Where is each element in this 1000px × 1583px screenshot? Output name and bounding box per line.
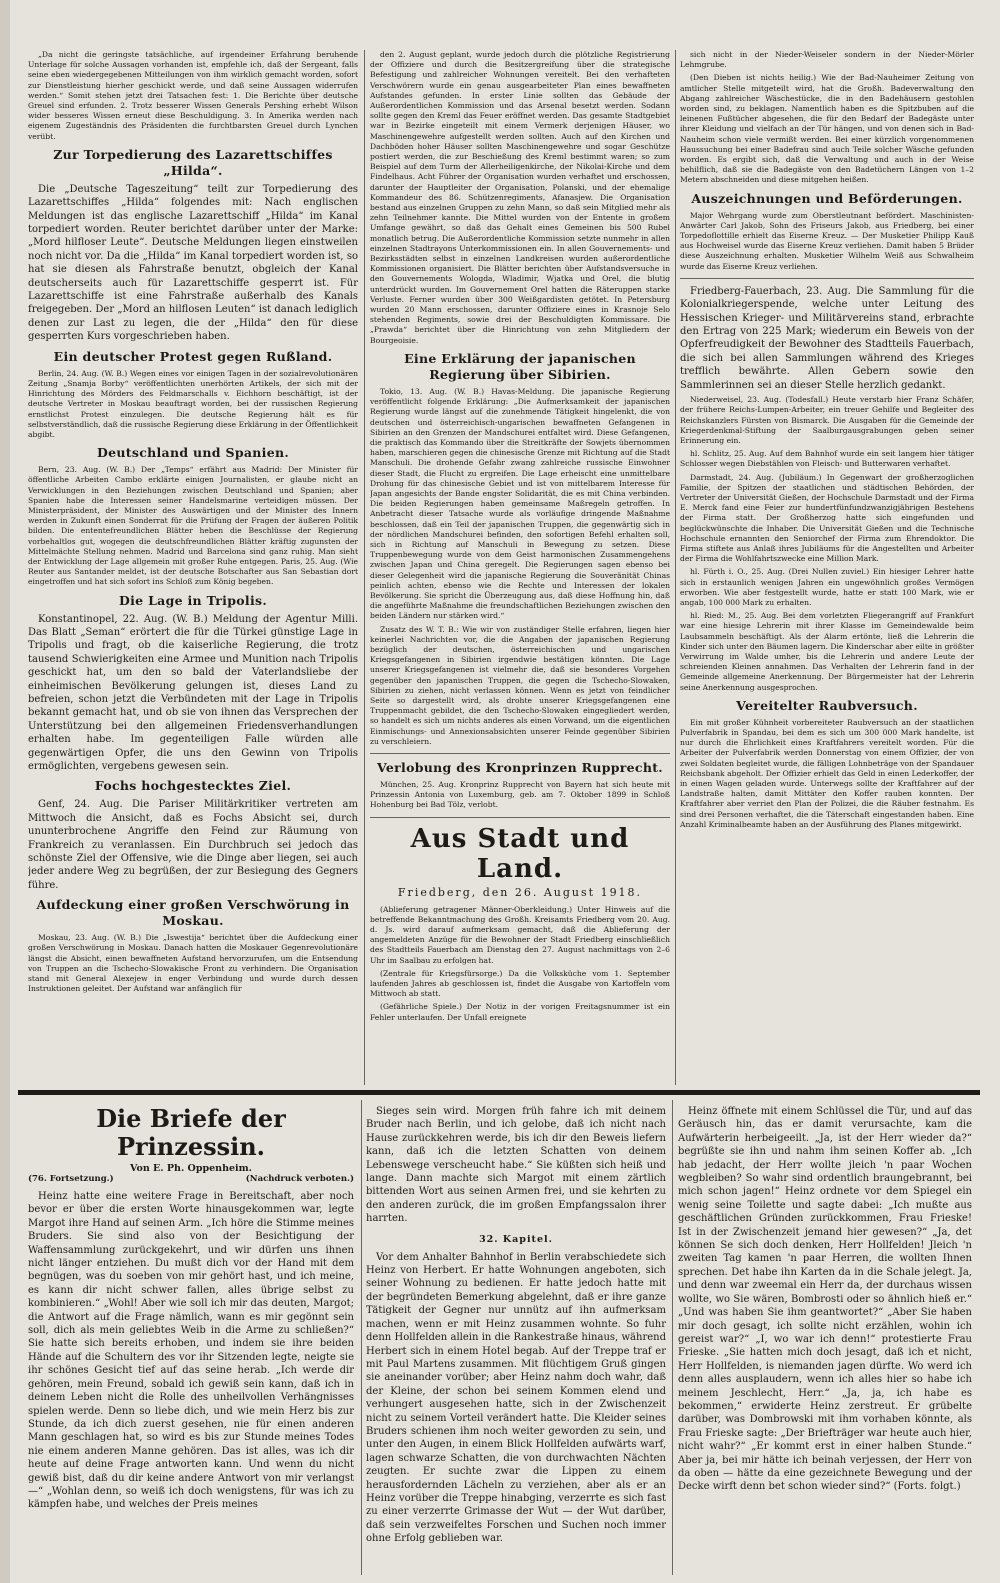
article-foch: Genf, 24. Aug. Die Pariser Militärkritiker vertreten am Mittwoch die Ansicht, daß es Fochs Absicht sei, durch ununterbrochene Angriffe den Feind zur Räumung von Frankreich zu veranlassen. Ein Durchbruch sei jedoch das schönste Ziel der Offensive, wie die Dinge aber liegen, sei auch jeder andere Weg zu begrüßen, der zur Besiegung des Gegners führe. <box>28 799 358 891</box>
article-moscow-cont: den 2. August geplant, wurde jedoch durch die plötzliche Registrierung der Offiziere und durch die Besitzergreifung über die strategische Befestigung und zahlreicher Wohnungen vereitelt. Bei den verhafteten Verschwörern wurde ein genau ausgearbeiteter Plan eines bewaffneten Aufstandes gefunden. In erster Linie sollten das Gebäude der Außerordentlichen Kommission und das Arsenal besetzt werden. Sodann sollte gegen den Kreml das Feuer eröffnet werden. Das gesamte Stadtgebiet war in Bezirke eingeteilt mit einem Vermerk derjenigen Häuser, wo Maschinengewehre aufgestellt werden sollten. Auch auf den Kirchen und Dachböden hoher Häuser sollten Maschinengewehre und sogar Geschütze postiert werden, die zur Beschießung des Kreml bestimmt waren; so zum Beispiel auf dem Turm der Allerheiligenkirche, der Nikolai-Kirche und dem Findelhaus. Acht Führer der Organisation wurden verhaftet und erschossen, darunter der Hauptleiter der Organisation, Polanski, und der ehemalige Kommandeur des 86. Schützenregiments, Afanasjew. Die Organisation bestand aus einzelnen Gruppen zu zehn Mann, so daß sein Mitglied mehr als zehn Teilnehmer kannte. Die Mittel wurden von der Entente in großem Umfange gewährt, so daß das Gehalt eines Gemeinen bis 500 Rubel monatlich betrug. Die Außerordentliche Kommission setzte nunmehr in allen einzelnen Stadtrayons Unterkommissionen ein. In allen Gouvernements- und Bezirksstädten selbst in einzelnen Landkreisen wurden außerordentliche Kommissionen organisiert. Die Blätter berichten über Aufstandsversuche in den Gouvernements Wologda, Wladimir, Wjatka und Orel, die blutig unterdrückt wurden. Im Gouvernement Orel hatten die Räteruppen starke Verluste. Ferner wurden über 300 Weißgardisten getötet. In Petersburg wurden 20 Mann erschossen, darunter Offiziere eines in Krasnoje Selo stehenden Regiments, sowie drei der Beschuldigten Kommissare. Die „Prawda“ berichtet über die Hinrichtung von zehn Mitgliedern der Bourgeoisie. <box>370 50 670 345</box>
serial-text-2: Sieges sein wird. Morgen früh fahre ich mit deinem Bruder nach Berlin, und ich gelobe, daß ich nicht nach Hause zurückkehren werde, bis ich dir den Beweis liefern kann, daß ich die letzten Schatten von deinem Lebenswege verscheucht habe.“ Sie küßten sich heiß und lange. Dann machte sich Margot mit einem zärtlich bittenden Wort aus seinen Armen frei, und sie kehrten zu den anderen zurück, die im großen Empfangssalon ihrer harrten. <box>366 1106 666 1225</box>
headline-robbery: Vereitelter Raubversuch. <box>736 697 918 713</box>
article-fauerbach: Friedberg-Fauerbach, 23. Aug. Die Sammlung für die Kolonialkriegerspende, welche unter Leitung des Hessischen Krieger- und Militärvereins stand, erbrachte den Ertrag von 225 Mark; wiederum ein Beweis von der Opferfreudigkeit der Bewohner des Stadtteils Fauerbach, die sich bei allen Sammlungen während des Krieges trefflich bewährte. Allen Gebern sowie den Sammlerinnen sei an dieser Stelle herzlich gedankt. <box>680 285 974 391</box>
article-tripolis: Konstantinopel, 22. Aug. (W. B.) Meldung der Agentur Milli. Das Blatt „Seman“ erörtert die für die Türkei günstige Lage in Tripolis und fragt, ob die kaiserliche Regierung, die trotz tausend Schwierigkeiten eine Armee und Munition nach Tripolis geschickt hat, um den so bald der Vaterlandsliebe der einheimischen Bevölkerung gelungen ist, dieses Land zu befreien, schon jetzt die Verbündeten mit der Lage in Tripolis bekannt gemacht hat, und ob sie von ihnen das Versprechen der Unterstützung bei den allgemeinen Friedensverhandlungen erhalten habe. Im gegenteiligen Falle würden alle gegenwärtigen Opfer, die uns den Gewinn von Tripolis ermöglichten, vergebens gewesen sein. <box>28 613 358 773</box>
article-war-welfare: (Zentrale für Kriegsfürsorge.) Da die Volksküche vom 1. September laufenden Jahres ab geschlossen ist, findet die Ausgabe von Kartoffeln vom Mittwoch ab statt. <box>370 968 670 999</box>
article-niederweisel: Niederweisel, 23. Aug. (Todesfall.) Heute verstarb hier Franz Schäfer, der frühere Reichs-Lumpen-Arbeiter, ein treuer Gehilfe und Begleiter des Reichskanzlers Fürsten von Bismarck. Die Ausgaben für die Gemeinde der Kriegerdenkmal-Stiftung der Saalburgausgrabungen geben seiner Erinnerung ein. <box>680 395 974 445</box>
serial-notes <box>28 1174 354 1184</box>
article-ried: hl. Ried: M., 25. Aug. Bei dem vorletzten Fliegerangriff auf Frankfurt war eine hiesige Lehrerin mit ihrer Klasse im Gemeindewalde beim Laubsammeln beschäftigt. Als der Alarm ertönte, ließ die Lehrerin die Kinder sich unter den Bäumen lagern. Die Kinderschar aber eilte in größter Verwirrung im Walde umher, bis die Lehrerin und andere Leute der schreienden Kleinen annahmen. Das Verhalten der Lehrerin fand in der Gemeinde allgemeine Anerkennung. Der Bürgermeister hat der Lehrerin seine Anerkennung ausgesprochen. <box>680 611 974 692</box>
column-3 <box>680 50 974 1085</box>
section-dateline: Friedberg, den 26. August 1918. <box>397 885 643 899</box>
serial-continuation: (76. Fortsetzung.) <box>28 1174 114 1184</box>
headline-moscow-conspiracy: Aufdeckung einer großen Verschwörung in Moskau. <box>36 897 350 929</box>
headline-protest-russia: Ein deutscher Protest gegen Rußland. <box>53 348 333 364</box>
column-divider <box>675 50 676 1085</box>
divider <box>370 753 670 754</box>
article-wtb-addition: Zusatz des W. T. B.: Wie wir von zuständiger Stelle erfahren, liegen hier keinerlei Nachrichten vor, die die Angaben der japanischen Regierung bezüglich der deutschen, österreichischen und ungarischen Kriegsgefangenen in Sibirien irgendwie bestätigen könnten. Die Lage unserer Kriegsgefangenen ist vielmehr die, daß sie besonderes Vorgehen gegenüber den japanischen Truppen, die gegen die Tschecho-Slowaken, Sibirien zu ziehen, nicht verlassen können. Wenn es jetzt von feindlicher Seite so dargestellt wird, als drohte unserer Kriegsgefangenen eine Truppenmacht gebildet, die den Tschecho-Slowaken eingegliedert werden, so handelt es sich um nichts anderes als einen Vorwand, um die eigentlichen Einmischungs- und Annexionsabsichten unserer Feinde gegenüber Sibirien zu verschleiern. <box>370 624 670 746</box>
column-1 <box>28 50 358 1085</box>
article-robbery: Ein mit großer Kühnheit vorbereiteter Raubversuch an der staatlichen Pulverfabrik in Spandau, bei dem es sich um 300 000 Mark handelte, ist nur durch die Ehrlichkeit eines Kraftfahrers vereitelt worden. Für die Arbeiter der Pulverfabrik werden Donnerstag von einem Offizier, der von zwei Soldaten begleitet wurde, die fälligen Lohnbeträge von der Spandauer Reichsbank abgeholt. Der Offizier erhielt das Geld in einen Lederkoffer, der in einen Wagen geladen wurde. Unterwegs sollte der Kraftfahrer auf der Landstraße halten, damit Mittäter den Koffer rauben konnten. Der Kraftfahrer aber verriet den Plan der Polizei, die die Räuber festnahm. Es sind drei Personen verhaftet, die die Täterschaft eingestanden haben. Eine Anzahl Kriminalbeamte haben an der Ausführung des Planes mitgewirkt. <box>680 717 974 829</box>
headline-hilda: Zur Torpedierung des Lazarettschiffes „Hilda“. <box>53 146 333 178</box>
column-divider <box>672 1100 673 1575</box>
serial-author: Von E. Ph. Oppenheim. <box>129 1163 252 1174</box>
article-protest-russia: Berlin, 24. Aug. (W. B.) Wegen eines vor einigen Tagen in der sozialrevolutionären Zeitung „Snamja Borby“ veröffentlichten unerhörten Artikels, der sich mit der Hinrichtung des Mörders des Feldmarschalls v. Eichhorn beschäftigt, ist der deutsche Vertreter in Moskau beauftragt worden, bei der russischen Regierung ernstlichst Protest einzulegen. Die deutsche Regierung hält es für selbstverständlich, daß die russische Regierung diese Erklärung in der Öffentlichkeit abgibt. <box>28 368 358 439</box>
headline-foch: Fochs hochgestecktes Ziel. <box>94 778 292 794</box>
serial-text-3: Vor dem Anhalter Bahnhof in Berlin verabschiedete sich Heinz von Herbert. Er hatte Wohnungen angeboten, sich seiner Wohnung zu bedienen. Er hatte jedoch hatte mit der begründeten Bemerkung abgelehnt, daß er ihre ganze Tätigkeit der Gegner nur unnütz auf ihn aufmerksam machen, wenn er mit Heinz zusammen wohnte. So fuhr denn Hollfelden allein in die Rankestraße hinaus, während Herbert sich in einem Hotel begab. Auf der Treppe traf er mit Paul Martens zusammen. Mit flüchtigem Gruß gingen sie aneinander vorüber; aber Heinz nahm doch wahr, daß der Kleine, der schon bei seinem Kommen elend und verhungert ausgesehen hatte, sich in der Zwischenzeit nicht zu seinem Vorteil verändert hatte. Die Kleider seines Bruders schienen ihm noch weiter geworden zu sein, und unter den Augen, in einem Blick Hollfelden aufwärts warf, lagen schwarze Schatten, die von durchwachten Nächten zeugten. Er suchte zwar die Lippen zu einem herausfordernden Lächeln zu verziehen, aber als er an Heinz vorüber die Treppe hinabging, verzerrte es sich fast zu einer verzerrte Grimasse der Wut — der Wut darüber, daß sein verzweifeltes Forschen und Suchen noch immer ohne Erfolg geblieben war. <box>366 1251 666 1545</box>
article-claypit: sich nicht in der Nieder-Weiseler sondern in der Nieder-Mörler Lehmgrube. <box>680 50 974 70</box>
serial-column-1 <box>28 1105 354 1575</box>
divider <box>370 817 670 818</box>
headline-japan-siberia: Eine Erklärung der japanischen Regierung über Sibirien. <box>404 350 636 382</box>
column-divider <box>364 50 365 1085</box>
headline-awards: Auszeichnungen und Beförderungen. <box>691 190 963 206</box>
article-awards: Major Wehrgang wurde zum Oberstleutnant befördert. Maschinisten-Anwärter Carl Jakob, Sohn des Friseurs Jakob, aus Friedberg, bei einer Torpedoflottille erhielt das Eiserne Kreuz. — Der Musketier Philipp Kauß aus Hochweisel wurde das Eiserne Kreuz verliehen. Damit haben 5 Brüder diese Auszeichnung erhalten. Musketier Wilhelm Weiß aus Schwalheim wurde das Eiserne Kreuz verliehen. <box>680 210 974 271</box>
section-title-local: Aus Stadt und Land. <box>410 823 630 884</box>
divider <box>680 278 974 279</box>
article-hilda: Die „Deutsche Tageszeitung“ teilt zur Torpedierung des Lazarettschiffes „Hilda“ folgendes mit: Nach englischen Meldungen ist das englische Lazarettschiff „Hilda“ im Kanal torpediert worden. Reuter berichtet darüber unter der Marke: „Mord hilfloser Leute“. Deutsche Meldungen liegen einstweilen noch nicht vor. Da die „Hilda“ im Kanal torpediert worden ist, so hat sie diesen als Fahrstraße benutzt, obgleich der Kanal deutscherseits auch für Lazarettschiffe gesperrt ist. Für Lazarettschiffe ist eine Fahrstraße außerhalb des Kanals freigegeben. Der „Mord an hilflosen Leuten“ ist danach lediglich denen zur Last zu legen, die der „Hilda“ den für diese gesperrten Kurs vorgeschrieben haben. <box>28 183 358 343</box>
article-thieves: (Den Dieben ist nichts heilig.) Wie der Bad-Nauheimer Zeitung von amtlicher Stelle mitgeteilt wird, hat die Großh. Badeverwaltung den Abgang zahlreicher Wäschestücke, die in den Badehäusern gestohlen worden sind, zu beklagen. Namentlich haben es die Spitzbuben auf die leinenen Fußtücher abgesehen, die für den Bedarf der Badegäste unter ihrer Kleidung und vielfach an der Tür hängen, und von denen sich in Bad-Nauheim schon viele vermißt werden. Bei einer kürzlich vorgenommenen Haussuchung bei einer Badefrau sind auch Teile solcher Wäsche gefunden worden. Es ergibt sich, daß die Verwaltung und auch in der Weise behilflich, daß sie die Badegäste von den Badetüchern Längen von 1–2 Metern abschneiden und diese mitgehen heißen. <box>680 73 974 185</box>
article-dangerous-games: (Gefährliche Spiele.) Der Notiz in der vorigen Freitagsnummer ist ein Fehler unterlaufen. Der Unfall ereignete <box>370 1002 670 1022</box>
article-moscow-conspiracy: Moskau, 23. Aug. (W. B.) Die „Iswestija“ berichtet über die Aufdeckung einer großen Verschwörung in Moskau. Danach hatten die Moskauer Gegenrevolutionäre längst die Absicht, einen bewaffneten Aufstand hervorzurufen, um die Entsendung von Truppen an die Tschecho-Slowakische Front zu verhindern. Die Organisation stand mit General Alexejew in enger Verbindung und wurde durch dessen Instruktionen geleitet. Der Aufstand war anfänglich für <box>28 933 358 994</box>
column-divider <box>361 1100 362 1575</box>
page-edge <box>0 0 10 1583</box>
serial-title: Die Briefe der Prinzessin. <box>96 1105 286 1161</box>
article-intro: „Da nicht die geringste tatsächliche, auf irgendeiner Erfahrung beruhende Unterlage für solche Aussagen vorhanden ist, empfehle ich, daß der Sergeant, falls seine eben wiedergegebenen Mitteilungen von ihm wirklich gemacht worden, sofort zur Dienstleistung hierher geschickt werde, und daß seine Aussagen widerrufen werden.“ Somit stehen jetzt drei Tatsachen fest: 1. Die Berichte über deutsche Greuel sind erfunden. 2. Trotz besserer Wissen Generals Pershing erhebt Wilson wider besseres Wissen erneut diese Beschuldigung. 3. In Amerika werden nach eigenem Zugeständnis des Präsidenten die furchtbarsten Greuel durch Lynchen verübt. <box>28 50 358 141</box>
article-fuerth: hl. Fürth i. O., 25. Aug. (Drei Nullen zuviel.) Ein hiesiger Lehrer hatte sich in erstaunlich wenigen Jahren ein ungewöhnlich großes Vermögen erworben. Wie aber festgestellt wurde, hatte er statt 100 Mark, wie er angab, 100 000 Mark zu erhalten. <box>680 567 974 607</box>
article-darmstadt: Darmstadt, 24. Aug. (Jubiläum.) In Gegenwart der großherzoglichen Familie, der Spitzen der staatlichen und städtischen Behörden, der Vertreter der Universität Gießen, der Hochschule Darmstadt und der Firma E. Merck fand eine Feier zur hundertfünfundzwanzigjährigen Bestehens der Firma statt. Der Großherzog hatte sich eingefunden und beglückwünschte die Inhaber. Die Universität Gießen und die Technische Hochschule ernannten den Seniorchef der Firma zum Ehrendoktor. Die Firma stiftete aus Anlaß ihres Jubiläums für die Angestellten und Arbeiter der Firma die Wohlfahrtszwecke eine Million Mark. <box>680 472 974 564</box>
serial-column-3 <box>678 1105 972 1575</box>
serial-column-2 <box>366 1105 666 1575</box>
column-2 <box>370 50 670 1085</box>
serial-text-1: Heinz hatte eine weitere Frage in Bereitschaft, aber noch bevor er über die ersten Worte hinausgekommen war, legte Margot ihre Hand auf seinen Arm. „Ich höre die Stimme meines Bruders. Sie sind also von der Besichtigung der Waffensammlung zurückgekehrt, und wir dürfen uns ihnen nicht länger entziehen. Du mußt dich vor der Hand mit dem begnügen, was du soeben von mir gehört hast, und ich meine, es kann dir nicht schwer fallen, alles übrige selbst zu kombinieren.“ „Wohl! Aber wie soll ich mir das deuten, Margot; die Antwort auf die Frage nämlich, wann es mir gegönnt sein soll, dich als mein geliebtes Weib in die Arme zu schließen?“ Sie hatte sich bereits erhoben, und indem sie ihre beiden Hände auf die Schultern des vor ihr Sitzenden legte, neigte sie ihr schönes Gesicht tief auf das seine herab. „Ich werde dir gehören, mein Freund, sobald ich gewiß sein kann, daß ich in deinem Leben nicht die Rolle des unheilvollen Verhängnisses spielen werde. Denn so liebe dich, und wie mein Herz bis zur Stunde, da ich dich zuerst gesehen, nie für einen anderen Mann geschlagen hat, so wird es bis zur Stunde meines Todes nie einem anderen Manne gehören. Das ist alles, was ich dir heute auf deine Frage antworten kann. Und wenn du nicht gewiß bist, daß du dir keine andere Antwort von mir verlangst —“ „Wohlan denn, so weiß ich doch wenigstens, für was ich zu kämpfen habe, und welches der Preis meines <box>28 1191 354 1511</box>
headline-rupprecht: Verlobung des Kronprinzen Rupprecht. <box>377 760 663 775</box>
serial-text-4: Heinz öffnete mit einem Schlüssel die Tür, und auf das Geräusch hin, das er damit verursachte, kam die Aufwärterin herbeigeeilt. „Ja, ist der Herr wieder da?“ begrüßte sie ihn und nahm ihm seinen Koffer ab. „Ich hab jedacht, der Herr wollte jleich 'n paar Wochen wegbleiben? So wahr sind ordentlich braungebrannt, bei mich schon jagen!“ Heinz ordnete vor dem Spiegel ein wenig seine Toilette und sagte dabei: „Ich mußte aus geschäftlichen Gründen zurückkommen, Frau Frieske! Ist in der Zwischenzeit jemand hier gewesen?“ „Ja, det können Se sich doch denken, Herr Hollfelden! Jleich 'n zweiten Tag kamen 'n paar Herren, die wollten Ihnen sprechen. Det habe ihn Karten da in die Schale jelegt. Ja, und denn war zweemal ein Herr da, der durchaus wissen wollte, wo Sie wären, Bombrosti oder so ähnlich hieß er.“ „Und was haben Sie ihm geantwortet?“ „Aber Sie haben mir doch gesagt, ich sollte nicht erzählen, wohin ich gereist war?“ „I, wo war ich denn!“ protestierte Frau Frieske. „Sie hatten mich doch jesagt, daß ich et nicht, Herr Hollfelden, is niemanden jagen dürfte. Wo werd ich denn alles ausplaudern, wenn ich alles hier so habe ich meinem Jeschlecht, Herr.“ „Ja, ja, ich habe es bekommen,“ erwiderte Heinz zerstreut. Er grübelte darüber, was Dombrowski mit ihm vorhaben könnte, als Frau Frieske sagte: „Der Briefträger war heute auch hier, nicht wahr?“ „Er kommt erst in einer halben Stunde.“ Aber ja, bei mir hätte ich beinah verjessen, der Herr von da oben — hätte da eine gezeichnete Bewegung und der Decke wirft denn bet schon wieder sind?“ (Forts. folgt.) <box>678 1106 972 1493</box>
headline-germany-spain: Deutschland und Spanien. <box>97 445 289 461</box>
article-clothing: (Ablieferung getragener Männer-Oberkleidung.) Unter Hinweis auf die betreffende Bekanntmachung des Großh. Kreisamts Friedberg vom 20. Aug. d. Js. wird darauf aufmerksam gemacht, daß die Ablieferung der angemeldeten Anzüge für die Bewohner der Stadt Friedberg einschließlich des Stadtteils Fauerbach am Dienstag den 27. August nachmittags von 2–6 Uhr im Saalbau zu erfolgen hat. <box>370 904 670 965</box>
feuilleton-rule <box>18 1090 980 1095</box>
chapter-heading: 32. Kapitel. <box>479 1233 553 1245</box>
article-rupprecht: München, 25. Aug. Kronprinz Rupprecht von Bayern hat sich heute mit Prinzessin Antonia von Luxemburg, geb. am 7. Oktober 1899 in Schloß Hohenburg bei Bad Tölz, verlobt. <box>370 780 670 810</box>
serial-reprint-note: (Nachdruck verboten.) <box>245 1174 354 1184</box>
article-japan-siberia: Tokio, 13. Aug. (W. B.) Havas-Meldung. Die japanische Regierung veröffentlicht folgende Erklärung: „Die Aufmerksamkeit der japanischen Regierung wurde längst auf die zunehmende Tätigkeit hingelenkt, die von deutschen und österreichisch-ungarischen bewaffneten Gefangenen in Sibirien an den Grenzen der Mandschurei entfaltet wird. Diese Gefangenen, die praktisch das Kommando über die Streitkräfte der Sowjets übernommen haben, marschieren gegen die chinesische Grenze mit Richtung auf die Stadt Manschuli. Die drohende Gefahr zwang zahlreiche russische Einwohner dieser Stadt, die Flucht zu ergreifen. Die Lage erheischt eine unmittelbare Drohung für das chinesische Gebiet und ist von mittelbarem Interesse für Japan angesichts der Bande engster Solidarität, die es mit China verbinden. Die beiden Regierungen haben gemeinsame Maßregeln getroffen. In Anbetracht dieser Tatsache wurde als vorläufige dringende Maßnahme beschlossen, daß ein Teil der japanischen Truppen, die gegenwärtig sich in der nördlichen Mandschurei befinden, den sofortigen Befehl erhalten soll, sich in Richtung auf Manschuli in Bewegung zu setzen. Diese Truppenbewegung wurde von dem Geist harmonischen Zusammengehens zwischen Japan und China geregelt. Die Regierungen sagen ebenso bei dieser Gelegenheit wird die japanische Regierung die Souveränität Chinas peinlich achten, ebenso wie die Rechte und Interessen der lokalen Bevölkerung. Sie spricht die Überzeugung aus, daß diese Hoffnung hin, daß die angeführte Maßnahme die freundschaftlichen Beziehungen zwischen den beiden Ländern nur stärken wird.“ <box>370 386 670 621</box>
headline-tripolis: Die Lage in Tripolis. <box>118 592 267 608</box>
article-schlitz: hl. Schlitz, 25. Aug. Auf dem Bahnhof wurde ein seit langem hier tätiger Schlosser wegen Diebstählen von Fleisch- und Butterwaren verhaftet. <box>680 449 974 469</box>
article-germany-spain: Bern, 23. Aug. (W. B.) Der „Temps“ erfährt aus Madrid: Der Minister für öffentliche Arbeiten Cambo erklärte einigen Journalisten, er glaube nicht an Verwicklungen in den Beziehungen zwischen Deutschland und Spanien; aber Spanien habe die Interessen seiner Handelsmarine verteidigen müssen. Der Ministerpräsident, der Minister des Auswärtigen und der Minister des Innern werden in Zukunft einen Sonderrat für die Prüfung der Fragen der äußeren Politik bilden. Die ententefreundlichen Blätter heben die Beschlüsse der Regierung vorbehaltlos gut, wogegen die deutschfreundlichen Blätter kräftig zugunsten der Mittelmächte Stellung nehmen. Madrid und Barcelona sind ganz ruhig. Man sieht der Entwicklung der Lage allgemein mit großer Ruhe entgegen. Paris, 25. Aug. (Wie Reuter aus Santander meldet, ist der deutsche Botschafter aus San Sebastian dort eingetroffen und hat sich sofort ins Schloß zum König begeben. <box>28 465 358 587</box>
